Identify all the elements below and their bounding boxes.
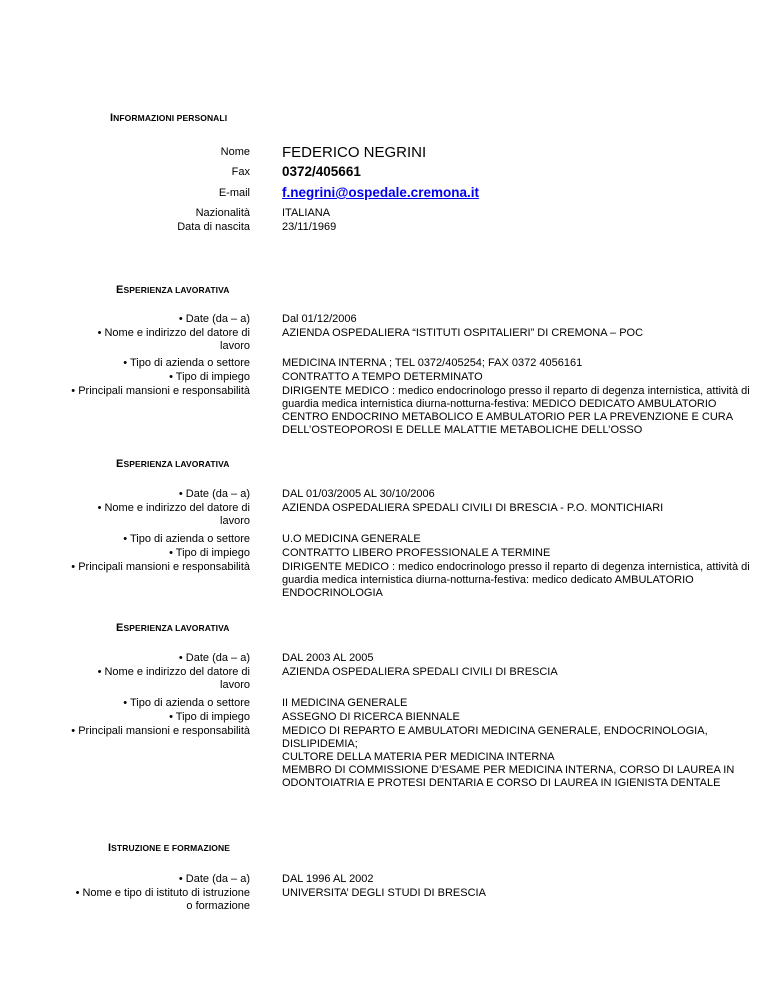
email-link[interactable]: f.negrini@ospedale.cremona.it <box>282 185 479 200</box>
label-impiego: • Tipo di impiego <box>169 371 250 383</box>
value-date: DAL 2003 AL 2005 <box>282 652 374 664</box>
label-nascita: Data di nascita <box>177 221 250 233</box>
mansioni-line: MEMBRO DI COMMISSIONE D’ESAME PER MEDICINA INTERNA, CORSO DI LAUREA IN <box>282 764 735 776</box>
mansioni-line: DELL’OSTEOPOROSI E DELLE MALATTIE METABOLICHE DELL’OSSO <box>282 424 643 436</box>
label-nome: Nome <box>220 146 250 158</box>
value-nascita: 23/11/1969 <box>282 221 337 233</box>
value-impiego: CONTRATTO A TEMPO DETERMINATO <box>282 371 483 383</box>
label-datore: • Nome e indirizzo del datore di <box>97 502 250 514</box>
value-datore: AZIENDA OSPEDALIERA SPEDALI CIVILI DI BRESCIA - P.O. MONTICHIARI <box>282 502 664 514</box>
section-heading-experience-3 <box>116 622 230 634</box>
label-date: • Date (da – a) <box>178 652 250 664</box>
heading-cap: E <box>116 458 124 470</box>
mansioni-line: DIRIGENTE MEDICO : medico endocrinologo presso il reparto di degenza internistica, attività di <box>282 385 750 397</box>
heading-rest: NFORMAZIONI PERSONALI <box>113 113 228 123</box>
label-datore-cont: lavoro <box>220 340 250 352</box>
label-datore-cont: lavoro <box>220 515 250 527</box>
label-azienda: • Tipo di azienda o settore <box>123 357 250 369</box>
mansioni-line: CENTRO ENDOCRINO METABOLICO E AMBULATORIO PER LA PREVENZIONE E CURA <box>282 411 734 423</box>
label-istituto-cont: o formazione <box>186 900 250 912</box>
value-datore: AZIENDA OSPEDALIERA SPEDALI CIVILI DI BRESCIA <box>282 666 558 678</box>
label-datore-cont: lavoro <box>220 679 250 691</box>
label-datore: • Nome e indirizzo del datore di <box>97 666 250 678</box>
label-mansioni: • Principali mansioni e responsabilità <box>71 561 250 573</box>
heading-cap: I <box>108 842 112 854</box>
label-impiego: • Tipo di impiego <box>169 547 250 559</box>
mansioni-line: ENDOCRINOLOGIA <box>282 587 383 599</box>
value-mansioni <box>282 725 752 790</box>
label-impiego: • Tipo di impiego <box>169 711 250 723</box>
section-heading-personal <box>110 112 227 124</box>
heading-rest: SPERIENZA LAVORATIVA <box>123 285 230 295</box>
section-heading-education <box>108 842 230 854</box>
label-mansioni: • Principali mansioni e responsabilità <box>71 385 250 397</box>
value-mansioni <box>282 561 752 600</box>
value-azienda: MEDICINA INTERNA ; TEL 0372/405254; FAX 0372 4056161 <box>282 357 583 369</box>
label-date: • Date (da – a) <box>178 313 250 325</box>
label-datore: • Nome e indirizzo del datore di <box>97 327 250 339</box>
value-date: Dal 01/12/2006 <box>282 313 357 325</box>
label-nazionalita: Nazionalità <box>195 207 250 219</box>
label-email: E-mail <box>218 187 250 199</box>
heading-cap: E <box>116 284 124 296</box>
section-heading-experience-2 <box>116 458 230 470</box>
label-mansioni: • Principali mansioni e responsabilità <box>71 725 250 737</box>
value-date: DAL 1996 AL 2002 <box>282 873 374 885</box>
value-istituto: UNIVERSITA’ DEGLI STUDI DI BRESCIA <box>282 887 486 899</box>
value-nome: FEDERICO NEGRINI <box>282 144 427 161</box>
value-azienda: U.O MEDICINA GENERALE <box>282 533 421 545</box>
label-azienda: • Tipo di azienda o settore <box>123 533 250 545</box>
mansioni-line: CULTORE DELLA MATERIA PER MEDICINA INTERNA <box>282 751 555 763</box>
label-istituto: • Nome e tipo di istituto di istruzione <box>75 887 250 899</box>
mansioni-line: ODONTOIATRIA E PROTESI DENTARIA E CORSO DI LAUREA IN IGIENISTA DENTALE <box>282 777 721 789</box>
value-nazionalita: ITALIANA <box>282 207 331 219</box>
label-fax: Fax <box>231 166 250 178</box>
mansioni-line: guardia medica internistica diurna-notturna-festiva: MEDICO DEDICATO AMBULATORIO <box>282 398 717 410</box>
heading-rest: SPERIENZA LAVORATIVA <box>123 623 230 633</box>
mansioni-line: DIRIGENTE MEDICO : medico endocrinologo presso il reparto di degenza internistica, attività di <box>282 561 750 573</box>
label-azienda: • Tipo di azienda o settore <box>123 697 250 709</box>
heading-rest: SPERIENZA LAVORATIVA <box>123 459 230 469</box>
value-fax: 0372/405661 <box>282 164 361 179</box>
mansioni-line: DISLIPIDEMIA; <box>282 738 358 750</box>
value-datore: AZIENDA OSPEDALIERA “ISTITUTI OSPITALIERI” DI CREMONA – POC <box>282 327 644 339</box>
value-azienda: II MEDICINA GENERALE <box>282 697 408 709</box>
heading-cap: E <box>116 622 124 634</box>
value-impiego: CONTRATTO LIBERO PROFESSIONALE A TERMINE <box>282 547 551 559</box>
value-date: DAL 01/03/2005 AL 30/10/2006 <box>282 488 435 500</box>
label-date: • Date (da – a) <box>178 873 250 885</box>
mansioni-line: guardia medica internistica diurna-notturna-festiva: medico dedicato AMBULATORIO <box>282 574 694 586</box>
heading-rest: STRUZIONE E FORMAZIONE <box>111 843 230 853</box>
label-date: • Date (da – a) <box>178 488 250 500</box>
value-mansioni <box>282 385 752 437</box>
heading-cap: I <box>110 112 114 124</box>
value-impiego: ASSEGNO DI RICERCA BIENNALE <box>282 711 460 723</box>
section-heading-experience-1 <box>116 284 230 296</box>
mansioni-line: MEDICO DI REPARTO E AMBULATORI MEDICINA GENERALE, ENDOCRINOLOGIA, <box>282 725 708 737</box>
